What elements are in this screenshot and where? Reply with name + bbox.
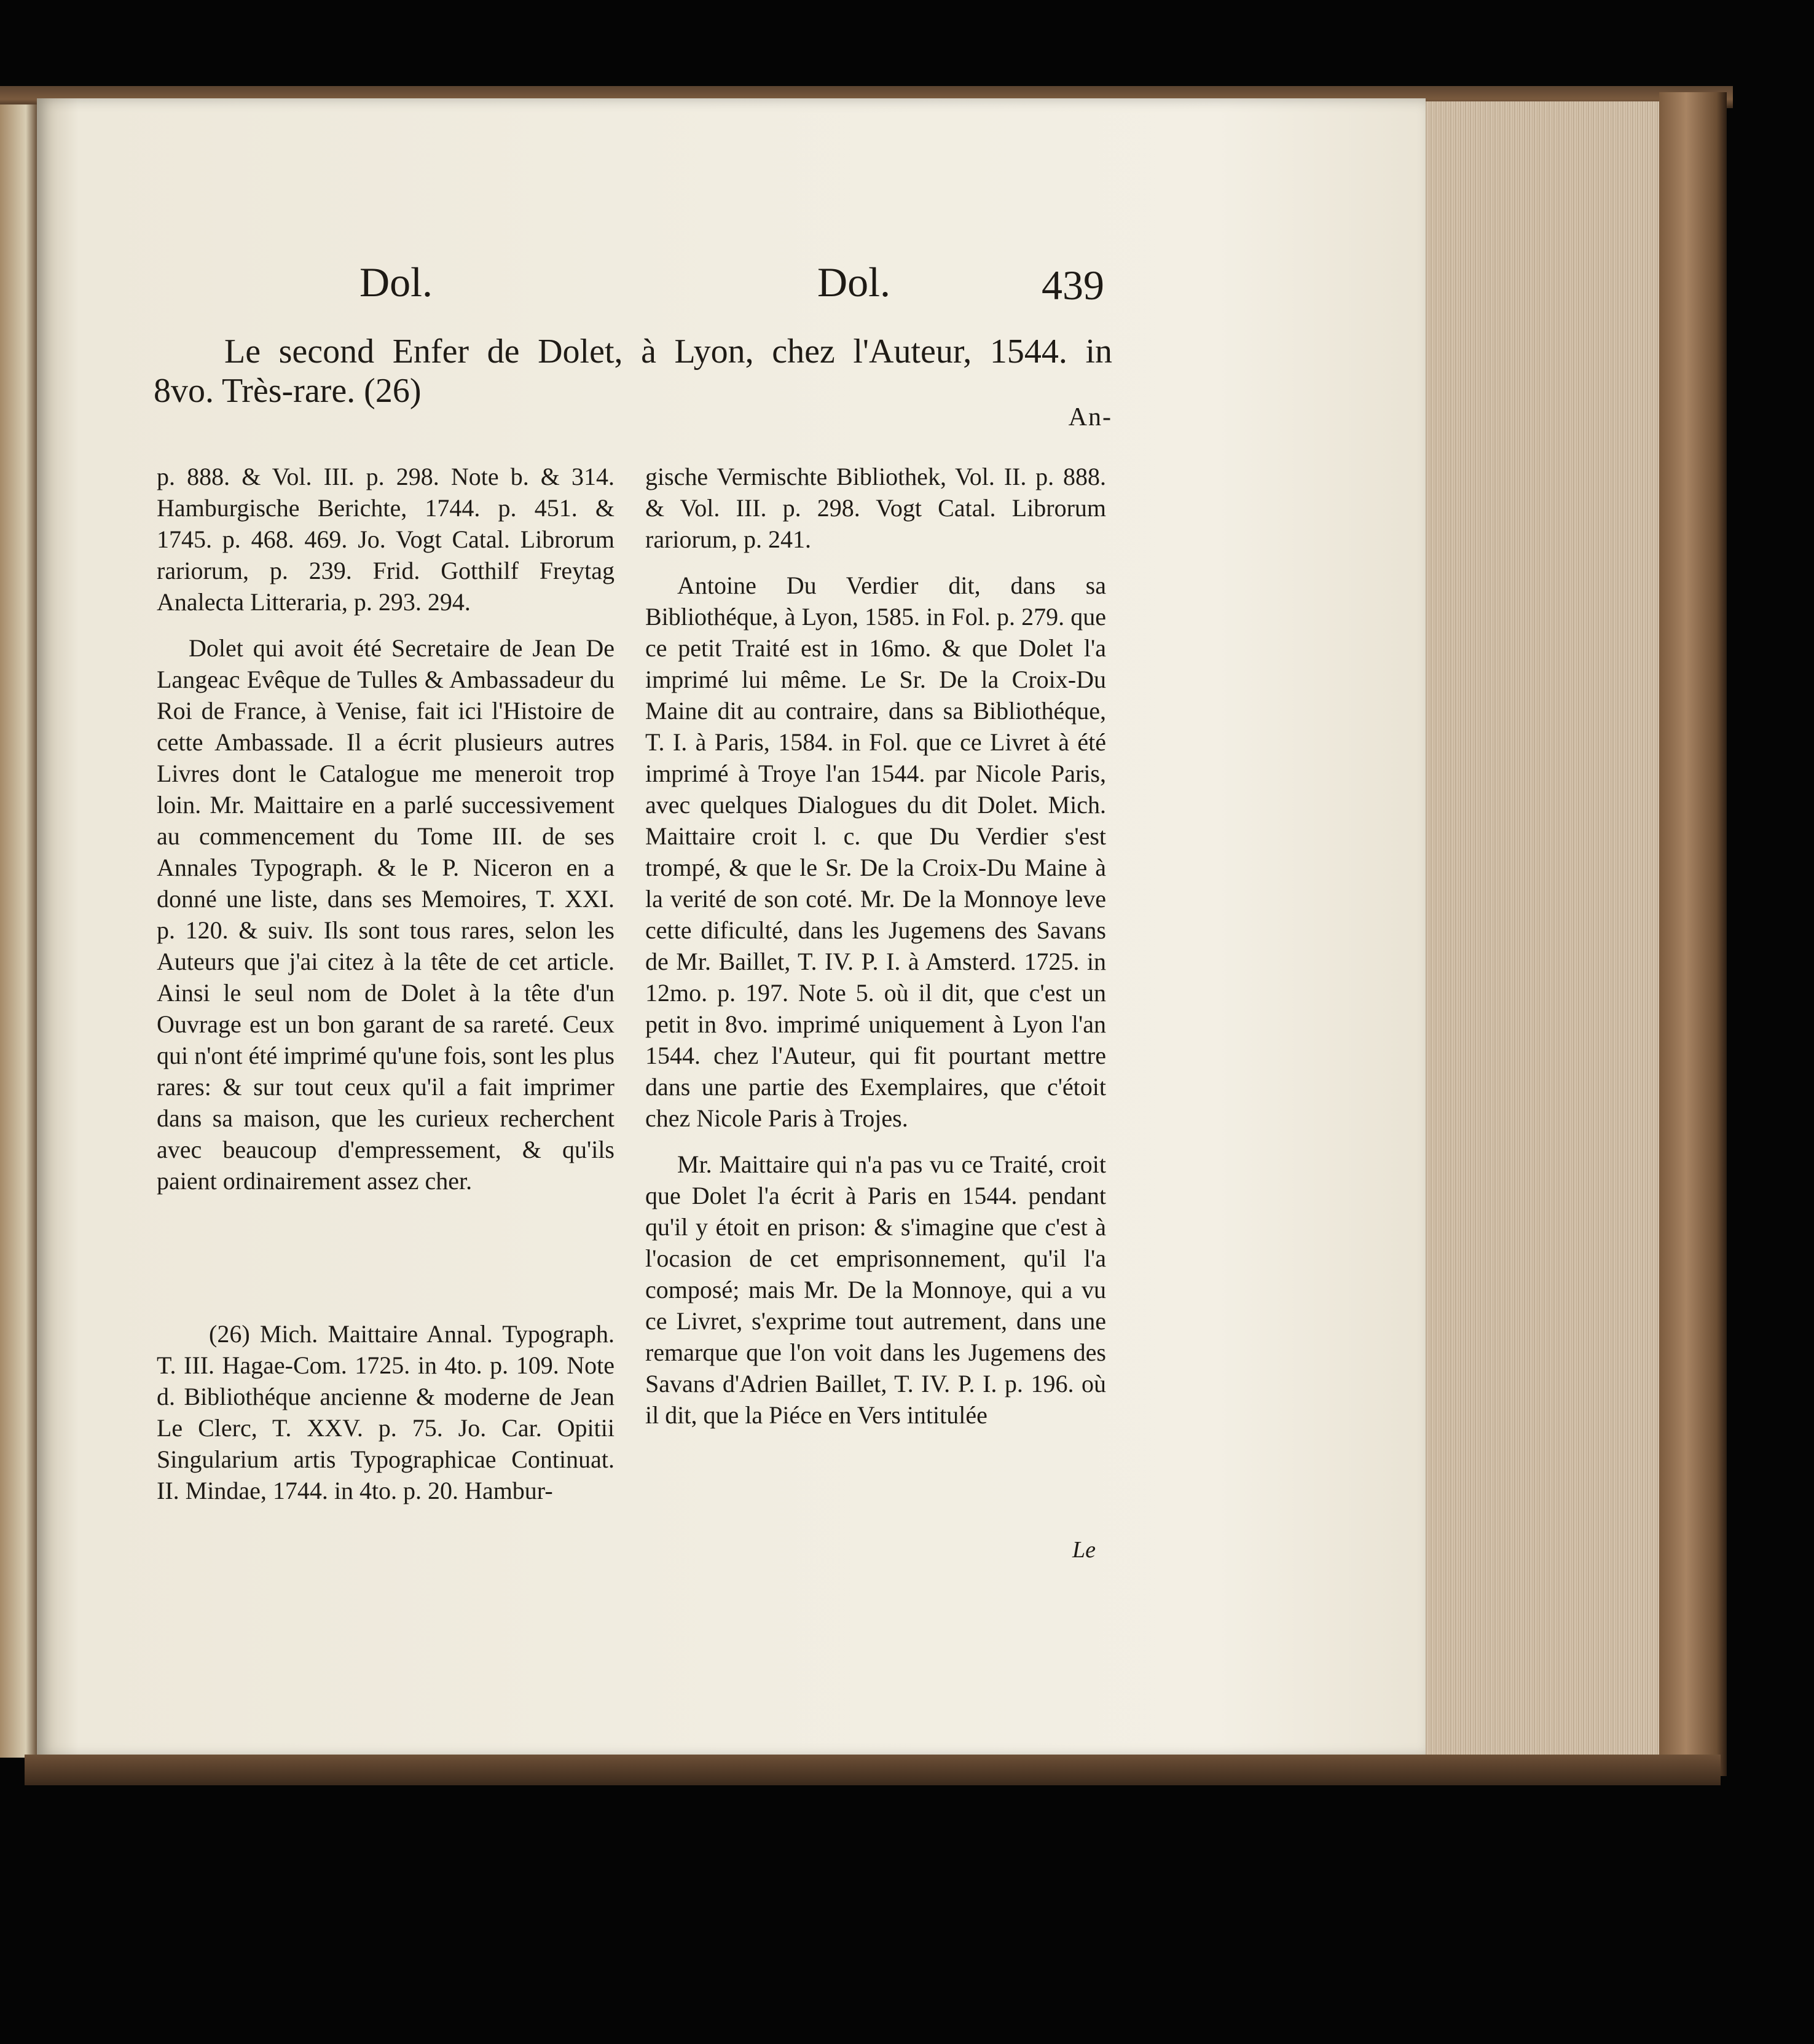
book-binding-bottom <box>25 1755 1721 1785</box>
book-cover-edge <box>1659 92 1727 1776</box>
page-number: 439 <box>1042 262 1104 309</box>
entry-title-line-1: Le second Enfer de Dolet, à Lyon, chez l'Auteur, 1544. in <box>224 332 1112 371</box>
entry-title <box>154 332 1112 411</box>
page-edges <box>1426 101 1671 1761</box>
entry-title-line-2: 8vo. Très-rare. (26) <box>154 372 422 410</box>
footnote-text: (26) Mich. Maittaire Annal. Typograph. T. III. Hagae-Com. 1725. in 4to. p. 109. Note d. Bibliothéque ancienne & moderne de Jean Le Clerc, T. XXV. p. 75. Jo. Car. Opitii Singularium artis Typographicae Continuat. II. Mindae, 1744. in 4to. p. 20. Hambur- <box>157 1320 614 1504</box>
right-references: gische Vermischte Bibliothek, Vol. II. p. 888. & Vol. III. p. 298. Vogt Catal. Librorum rariorum, p. 241. <box>645 463 1106 553</box>
running-head-center: Dol. <box>817 259 890 305</box>
left-page-edge <box>0 104 37 1758</box>
running-head-left: Dol. <box>359 259 433 305</box>
right-paragraph-2: Mr. Maittaire qui n'a pas vu ce Traité, croit que Dolet l'a écrit à Paris en 1544. pendant qu'il y étoit en prison: & s'imagine que c'est à l'ocasion de cet emprisonnement, qu'il l'a composé; mais Mr. De la Monnoye, qui a vu ce Livret, s'exprime tout autrement, dans une remarque que l'on voit dans les Jugemens des Savans d'Adrien Baillet, T. IV. P. I. p. 196. où il dit, que la Piéce en Vers intitulée <box>645 1150 1106 1429</box>
catchword-le: Le <box>1072 1537 1096 1563</box>
left-paragraph: Dolet qui avoit été Secretaire de Jean De Langeac Evêque de Tulles & Ambassadeur du Roi de France, à Venise, fait ici l'Histoire de cette Ambassade. Il a écrit plusieurs autres Livres dont le Catalogue me meneroit trop loin. Mr. Maittaire en a parlé successivement au commencement du Tome III. de ses Annales Typograph. & le P. Niceron en a donné une liste, dans ses Memoires, T. XXI. p. 120. & suiv. Ils sont tous rares, selon les Auteurs que j'ai citez à la tête de cet article. Ainsi le seul nom de Dolet à la tête d'un Ouvrage est un bon garant de sa rareté. Ceux qui n'ont été imprimé qu'une fois, sont les plus rares: & sur tout ceux qu'il a fait imprimer dans sa maison, que les curieux recherchent avec beaucoup d'empressement, & qu'ils paient ordinairement assez cher. <box>157 634 614 1195</box>
left-references: p. 888. & Vol. III. p. 298. Note b. & 314. Hamburgische Berichte, 1744. p. 451. & 1745. p. 468. 469. Jo. Vogt Catal. Librorum rariorum, p. 239. Frid. Gotthilf Freytag Analecta Litteraria, p. 293. 294. <box>157 463 614 616</box>
left-column <box>157 461 614 1211</box>
right-paragraph-1: Antoine Du Verdier dit, dans sa Bibliothéque, à Lyon, 1585. in Fol. p. 279. que ce petit Traité est in 16mo. & que Dolet l'a imprimé lui même. Le Sr. De la Croix-Du Maine dit au contraire, dans sa Bibliothéque, T. I. à Paris, 1584. in Fol. que ce Livret à été imprimé à Troye l'an 1544. par Nicole Paris, avec quelques Dialogues du dit Dolet. Mich. Maittaire croit l. c. que Du Verdier s'est trompé, & que le Sr. De la Croix-Du Maine à la verité de son coté. Mr. De la Monnoye leve cette dificulté, dans les Jugemens des Savans de Mr. Baillet, T. IV. P. I. à Amsterd. 1725. in 12mo. p. 197. Note 5. où il dit, que c'est un petit in 8vo. imprimé uniquement à Lyon l'an 1544. chez l'Auteur, qui fit pourtant mettre dans une partie des Exemplaires, que c'étoit chez Nicole Paris à Trojes. <box>645 572 1106 1132</box>
footnote <box>157 1318 614 1506</box>
catchword-an: An- <box>1068 403 1112 431</box>
right-column <box>645 461 1106 1445</box>
